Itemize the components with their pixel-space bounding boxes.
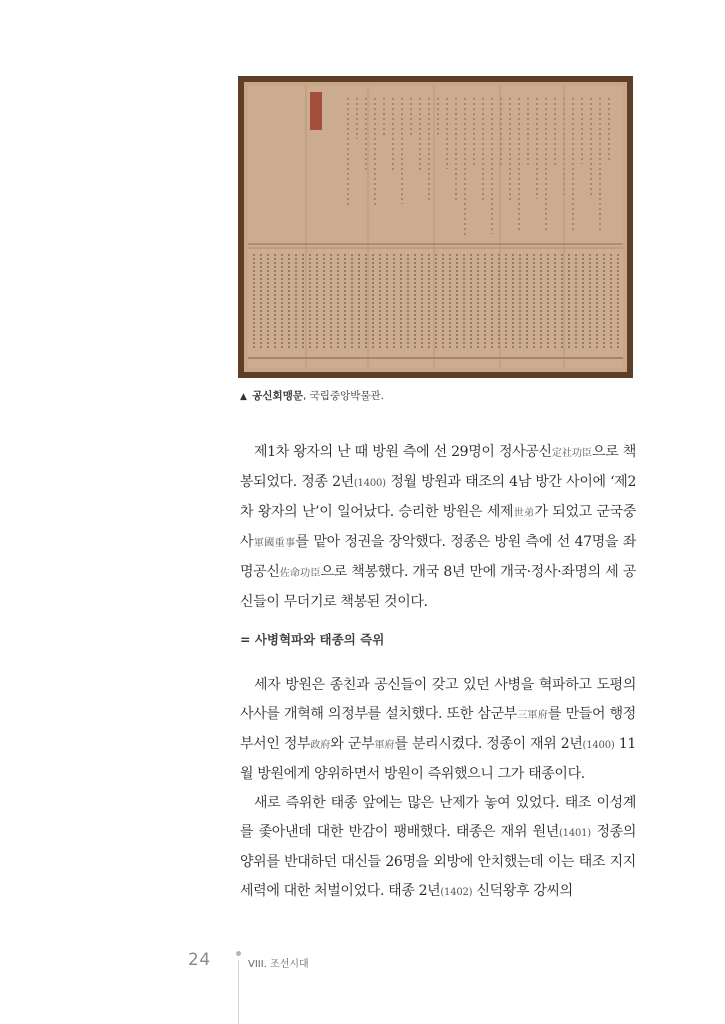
caption-marker: ▲ — [240, 392, 247, 402]
hanja-year: (1401) — [558, 828, 592, 839]
hanja-year: (1400) — [353, 478, 386, 489]
text-run: 11월 방원에게 양위하면서 방원이 즉위했으니 그가 태종이다. — [240, 736, 636, 782]
footer-dot — [236, 951, 241, 956]
text-run: 가 되었고 군국중사 — [240, 504, 636, 550]
text-run: 으로 책봉했다. 개국 8년 만에 개국·정사·좌명의 세 공신들이 무더기로 책봉된 것이다. — [240, 564, 636, 610]
hanja-term: 政府 — [310, 740, 331, 751]
caption-title: 공신회맹문 — [252, 390, 303, 402]
text-run: 와 군부 — [330, 736, 375, 752]
document-image — [238, 76, 633, 378]
text-run: 정월 방원과 태조의 4남 방간 사이에 ‘제2차 왕자의 난’이 일어났다. 승리한 방원은 세제 — [240, 474, 637, 520]
hanja-term: 三軍府 — [516, 710, 548, 721]
hanja-term: 定社功臣 — [551, 448, 593, 459]
text-run: 를 만들어 행정부서인 정부 — [240, 706, 636, 752]
hanja-term: 世弟 — [513, 508, 535, 519]
caption-source: , 국립중앙박물관. — [302, 390, 384, 402]
paragraph-3 — [240, 789, 636, 907]
footer-divider — [238, 960, 239, 1024]
hanja-year: (1400) — [582, 740, 615, 751]
text-run: 를 맡아 정권을 장악했다. 정종은 방원 측에 선 47명을 좌명공신 — [240, 534, 636, 580]
chapter-label: VIII. 조선시대 — [248, 959, 309, 970]
paragraph-2 — [240, 671, 636, 789]
hanja-year: (1402) — [440, 887, 473, 898]
hanja-term: 軍府 — [374, 740, 395, 751]
section-heading: = 사병혁파와 태종의 즉위 — [240, 632, 385, 647]
paragraphs-2-3 — [240, 671, 636, 907]
paragraph-1 — [240, 438, 636, 617]
text-run: 제1차 왕자의 난 때 방원 측에 선 29명이 정사공신 — [254, 444, 552, 460]
text-run: 으로 책봉되었다. 정종 2년 — [240, 444, 637, 490]
page-number: 24 — [188, 950, 211, 970]
text-run: 신덕왕후 강씨의 — [472, 883, 573, 899]
text-run: 세자 방원은 종친과 공신들이 갖고 있던 사병을 혁파하고 도평의사사를 개혁해 의정부를 설치했다. 또한 삼군부 — [240, 677, 636, 722]
figure-caption — [240, 388, 660, 403]
gongsin-hoemaengmun-photo — [238, 76, 633, 378]
text-run: 새로 즉위한 태종 앞에는 많은 난제가 놓여 있었다. 태조 이성계를 좇아낸데 대한 반감이 팽배했다. 태종은 재위 원년 — [240, 795, 636, 840]
hanja-term: 佐命功臣 — [279, 568, 321, 579]
hanja-term: 軍國重事 — [253, 538, 296, 549]
text-run: 를 분리시켰다. 정종이 재위 2년 — [394, 736, 583, 752]
text-run: 정종의 양위를 반대하던 대신들 26명을 외방에 안치했는데 이는 태조 지지세력에 대한 처벌이었다. 태종 2년 — [240, 824, 636, 899]
